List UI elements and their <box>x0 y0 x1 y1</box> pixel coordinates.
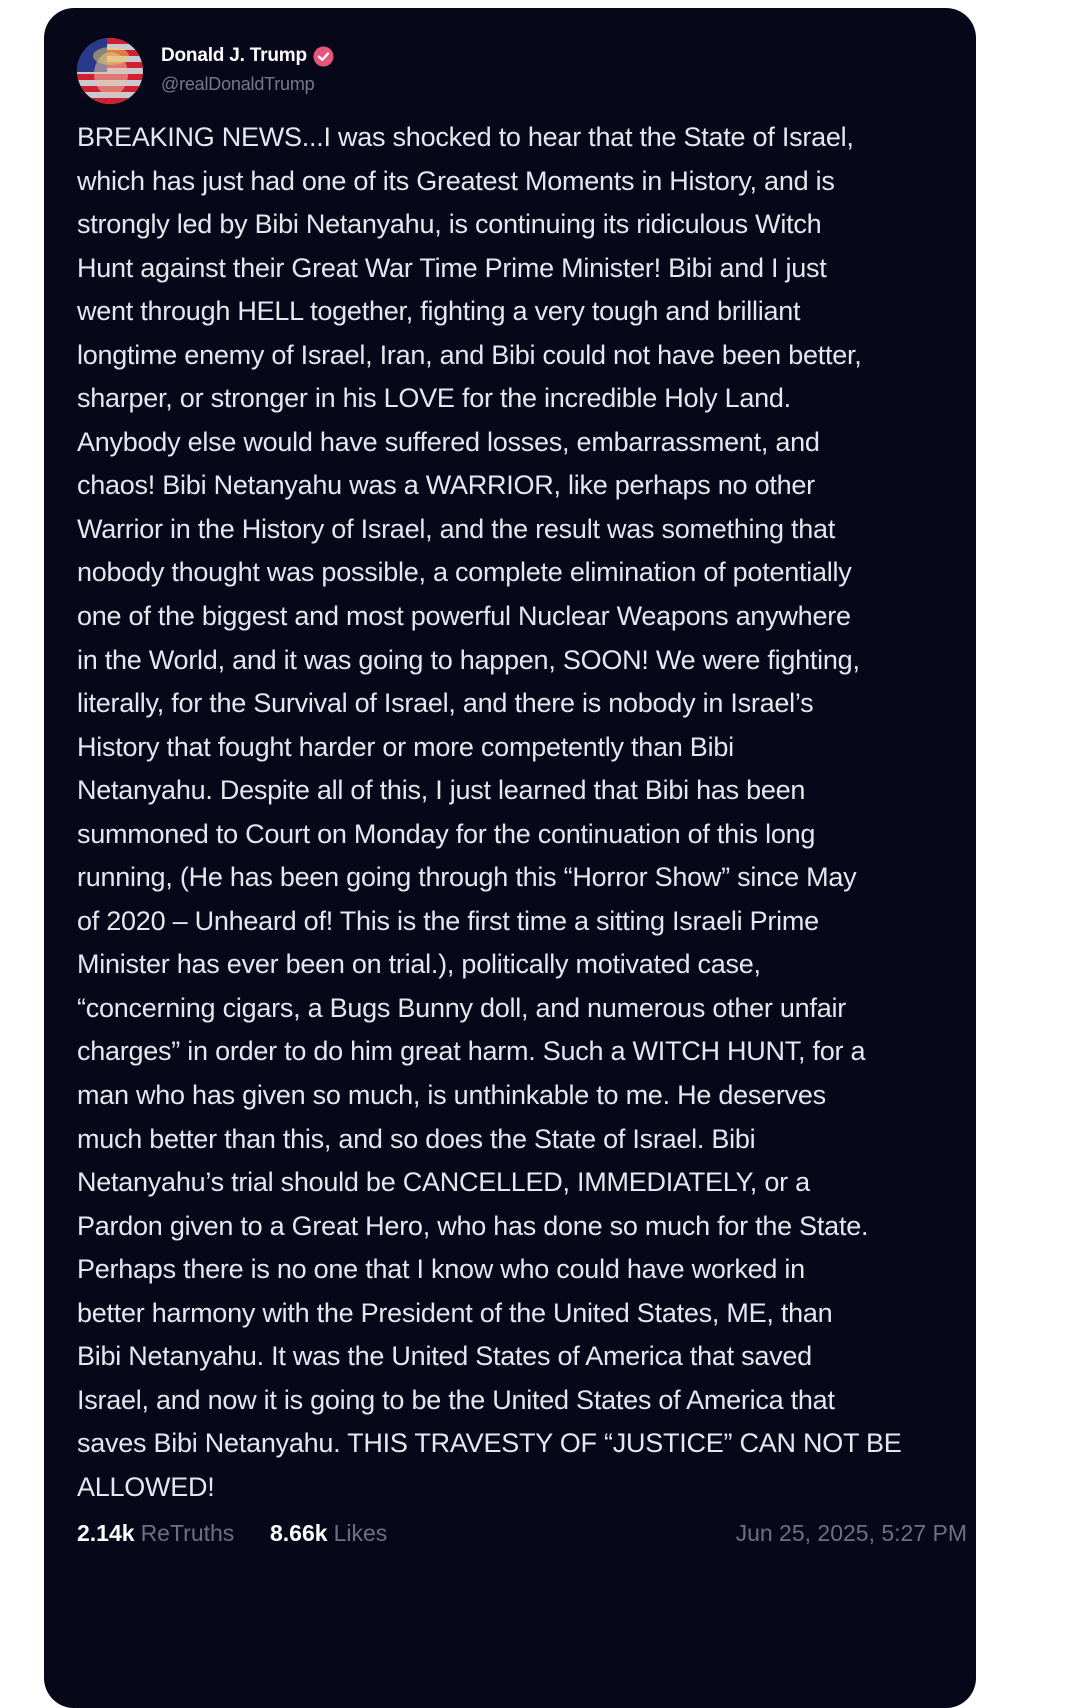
display-name[interactable]: Donald J. Trump <box>161 45 307 66</box>
post-text-line: strongly led by Bibi Netanyahu, is continuing its ridiculous Witch <box>77 209 822 240</box>
author-info <box>161 42 334 95</box>
likes-stat[interactable] <box>270 1520 387 1547</box>
post-text <box>77 116 972 1510</box>
post-text-line: of 2020 – Unheard of! This is the first time a sitting Israeli Prime <box>77 905 819 936</box>
post-text-line: charges” in order to do him great harm. Such a WITCH HUNT, for a <box>77 1036 866 1067</box>
post-text-line: Bibi Netanyahu. It was the United States of America that saved <box>77 1341 812 1372</box>
post-text-line: better harmony with the President of the United States, ME, than <box>77 1297 833 1328</box>
post-text-line: ALLOWED! <box>77 1471 215 1502</box>
post-text-line: in the World, and it was going to happen, SOON! We were fighting, <box>77 644 860 675</box>
post-text-line: Minister has ever been on trial.), politically motivated case, <box>77 949 761 980</box>
verified-badge-icon <box>313 46 334 67</box>
post-text-line: summoned to Court on Monday for the continuation of this long <box>77 818 816 849</box>
post-text-line: man who has given so much, is unthinkable to me. He deserves <box>77 1080 826 1111</box>
post-text-line: which has just had one of its Greatest Moments in History, and is <box>77 165 835 196</box>
post-text-line: one of the biggest and most powerful Nuclear Weapons anywhere <box>77 601 851 632</box>
post-header <box>77 38 937 108</box>
post-text-line: much better than this, and so does the State of Israel. Bibi <box>77 1123 756 1154</box>
post-text-line: nobody thought was possible, a complete elimination of potentially <box>77 557 852 588</box>
post-footer <box>77 1520 967 1550</box>
post-text-line: History that fought harder or more competently than Bibi <box>77 731 734 762</box>
post-text-line: Perhaps there is no one that I know who could have worked in <box>77 1254 805 1285</box>
post-text-line: Netanyahu’s trial should be CANCELLED, IMMEDIATELY, or a <box>77 1167 810 1198</box>
post-text-line: literally, for the Survival of Israel, and there is nobody in Israel’s <box>77 688 814 719</box>
post-text-line: BREAKING NEWS...I was shocked to hear that the State of Israel, <box>77 122 854 152</box>
retruths-label: ReTruths <box>140 1520 235 1546</box>
retruths-stat[interactable] <box>77 1520 234 1547</box>
post-text-line: Anybody else would have suffered losses, embarrassment, and <box>77 426 820 457</box>
post-text-line: Pardon given to a Great Hero, who has done so much for the State. <box>77 1210 869 1241</box>
likes-count: 8.66k <box>270 1520 328 1546</box>
likes-label: Likes <box>333 1520 388 1546</box>
post-text-line: longtime enemy of Israel, Iran, and Bibi could not have been better, <box>77 339 862 370</box>
post-text-line: Warrior in the History of Israel, and the result was something that <box>77 513 836 544</box>
post-timestamp[interactable]: Jun 25, 2025, 5:27 PM <box>735 1520 967 1546</box>
avatar[interactable] <box>77 38 143 104</box>
avatar-flag-portrait-icon <box>77 38 143 104</box>
user-handle[interactable]: @realDonaldTrump <box>161 74 315 94</box>
display-name-row <box>161 42 334 70</box>
post-text-line: sharper, or stronger in his LOVE for the incredible Holy Land. <box>77 383 791 414</box>
post-text-line: saves Bibi Netanyahu. THIS TRAVESTY OF “JUSTICE” CAN NOT BE <box>77 1428 902 1459</box>
post-text-line: chaos! Bibi Netanyahu was a WARRIOR, like perhaps no other <box>77 470 815 501</box>
post-text-line: Netanyahu. Despite all of this, I just learned that Bibi has been <box>77 775 806 806</box>
post-text-line: went through HELL together, fighting a very tough and brilliant <box>77 296 801 327</box>
post-text-line: “concerning cigars, a Bugs Bunny doll, and numerous other unfair <box>77 992 846 1023</box>
retruths-count: 2.14k <box>77 1520 135 1546</box>
post-text-line: running, (He has been going through this “Horror Show” since May <box>77 862 857 893</box>
post-text-line: Israel, and now it is going to be the United States of America that <box>77 1384 835 1415</box>
post-card <box>44 8 976 1708</box>
post-text-line: Hunt against their Great War Time Prime Minister! Bibi and I just <box>77 252 827 283</box>
